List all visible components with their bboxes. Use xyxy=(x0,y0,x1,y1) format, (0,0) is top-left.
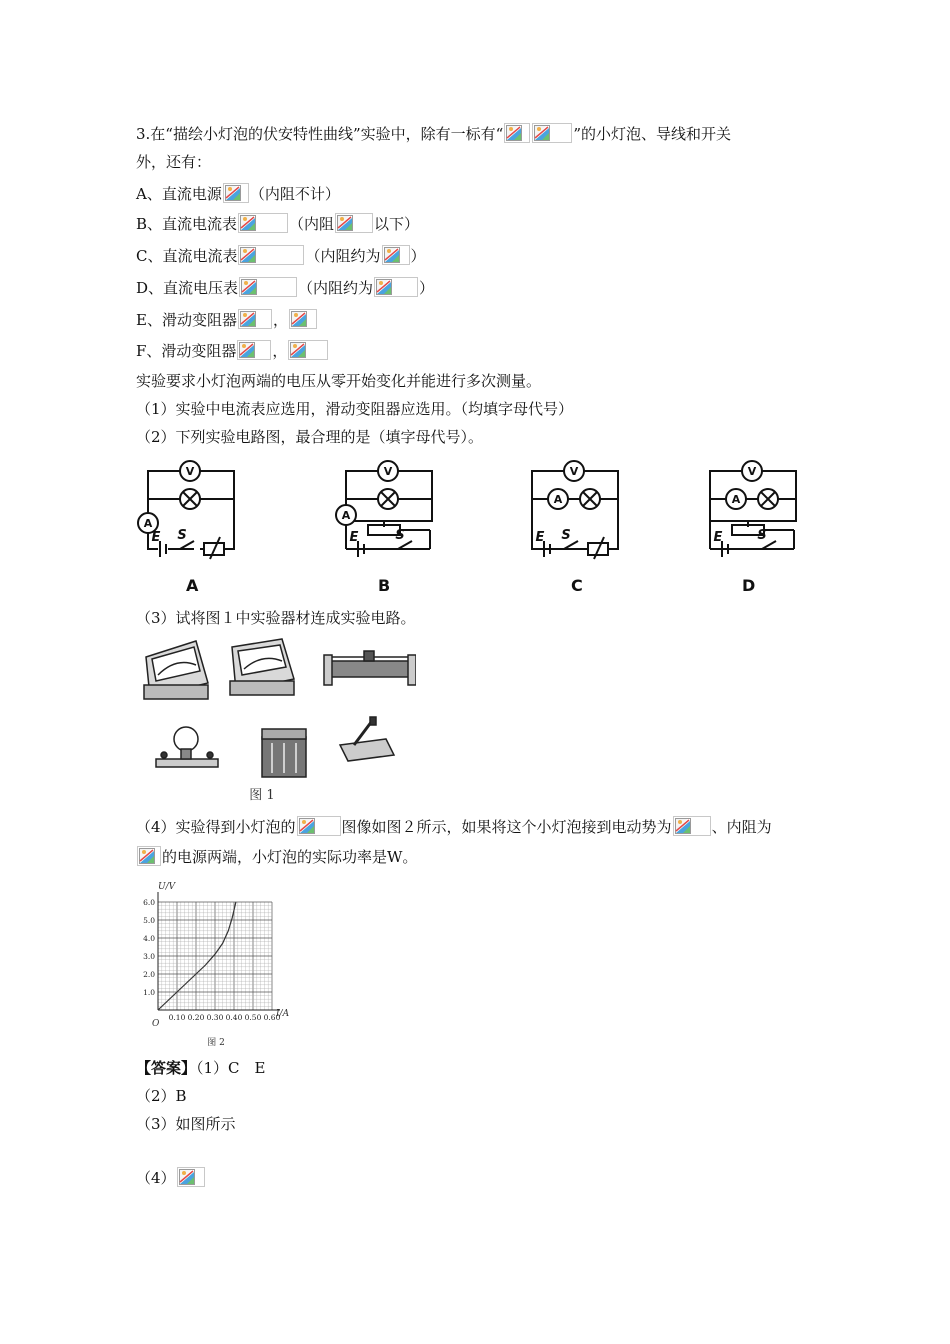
answer-4: （4） xyxy=(136,1167,206,1189)
image-placeholder-icon xyxy=(504,123,530,143)
chart-x-tick-label: 0.30 xyxy=(206,1013,224,1022)
figure-2-caption: 图 2 xyxy=(207,1038,225,1048)
svg-text:A: A xyxy=(731,493,741,506)
chart-x-tick-label: 0.10 xyxy=(168,1013,186,1022)
option-f: F、滑动变阻器 ， xyxy=(136,340,329,362)
option-e: E、滑动变阻器 ， xyxy=(136,309,318,331)
chart-y-tick-label: 6.0 xyxy=(143,898,155,907)
figure-2-chart xyxy=(136,878,296,1050)
question-stem: 3.在“描绘小灯泡的伏安特性曲线”实验中，除有一标有“ ”的小灯泡、导线和开关 xyxy=(136,125,731,143)
image-placeholder-icon xyxy=(374,277,418,297)
image-placeholder-icon xyxy=(238,213,288,233)
chart-x-tick-label: 0.20 xyxy=(187,1013,205,1022)
answer-3: （3）如图所示 xyxy=(136,1115,236,1133)
svg-text:A: A xyxy=(143,517,153,530)
svg-text:V: V xyxy=(383,465,393,478)
svg-text:E: E xyxy=(535,530,545,545)
chart-origin-label: O xyxy=(152,1019,160,1029)
answer-2: （2）B xyxy=(136,1087,187,1105)
svg-text:E: E xyxy=(349,530,359,545)
battery-icon xyxy=(262,729,306,777)
svg-text:E: E xyxy=(713,530,723,545)
image-placeholder-icon xyxy=(673,816,711,836)
bulb-icon xyxy=(156,727,218,767)
image-placeholder-icon xyxy=(237,340,271,360)
image-placeholder-icon xyxy=(382,245,410,265)
chart-y-label: U/V xyxy=(158,882,176,892)
question-stem-cont: 外，还有： xyxy=(136,153,212,171)
image-placeholder-icon xyxy=(238,309,272,329)
chart-x-label: I/A xyxy=(276,1009,290,1019)
svg-text:S: S xyxy=(757,528,767,543)
image-placeholder-icon xyxy=(239,277,297,297)
circuit-label-c: C xyxy=(571,576,583,595)
answer-1: 【答案】（1）C E xyxy=(136,1059,266,1077)
image-placeholder-icon xyxy=(223,183,249,203)
option-a: A、直流电源 （内阻不计） xyxy=(136,185,340,203)
question-4: （4）实验得到小灯泡的 图像如图２所示，如果将这个小灯泡接到电动势为 、内阻为 xyxy=(136,818,772,836)
rheostat-icon xyxy=(324,651,416,685)
svg-text:S: S xyxy=(177,528,187,543)
svg-text:V: V xyxy=(569,465,579,478)
chart-x-tick-label: 0.60 xyxy=(263,1013,281,1022)
image-placeholder-icon xyxy=(532,123,572,143)
circuit-diagrams xyxy=(120,455,840,595)
requirement-text: 实验要求小灯泡两端的电压从零开始变化并能进行多次测量。 xyxy=(136,372,542,390)
image-placeholder-icon xyxy=(238,245,304,265)
chart-y-tick-label: 5.0 xyxy=(143,916,155,925)
image-placeholder-icon xyxy=(289,309,317,329)
question-3: （3）试将图１中实验器材连成实验电路。 xyxy=(136,609,416,627)
circuit-label-a: A xyxy=(186,576,199,595)
svg-text:V: V xyxy=(747,465,757,478)
option-b: B、直流电流表 （内阻 以下） xyxy=(136,215,420,233)
svg-text:S: S xyxy=(561,528,571,543)
image-placeholder-icon xyxy=(297,816,341,836)
chart-x-tick-label: 0.40 xyxy=(225,1013,243,1022)
image-placeholder-icon xyxy=(137,846,161,866)
question-2: （2）下列实验电路图，最合理的是（填字母代号）。 xyxy=(136,428,484,446)
chart-y-tick-label: 1.0 xyxy=(143,988,155,997)
voltmeter-icon xyxy=(144,641,208,699)
svg-text:E: E xyxy=(151,530,161,545)
circuit-label-d: D xyxy=(742,576,756,595)
image-placeholder-icon xyxy=(335,213,373,233)
chart-y-tick-label: 2.0 xyxy=(143,970,155,979)
chart-x-tick-label: 0.50 xyxy=(244,1013,262,1022)
option-d: D、直流电压表 （内阻约为 ） xyxy=(136,279,435,297)
image-placeholder-icon xyxy=(177,1167,205,1187)
circuit-label-b: B xyxy=(378,576,391,595)
option-c: C、直流电流表 （内阻约为 ） xyxy=(136,247,426,265)
ammeter-icon xyxy=(230,639,294,695)
switch-icon xyxy=(340,717,394,761)
question-4-cont: 的电源两端，小灯泡的实际功率是W。 xyxy=(136,846,417,868)
chart-y-tick-label: 4.0 xyxy=(143,934,155,943)
svg-text:A: A xyxy=(341,509,351,522)
figure-1-caption: 图 1 xyxy=(249,788,275,803)
figure-1-apparatus xyxy=(136,635,416,805)
svg-text:A: A xyxy=(553,493,563,506)
svg-text:V: V xyxy=(185,465,195,478)
image-placeholder-icon xyxy=(288,340,328,360)
chart-y-tick-label: 3.0 xyxy=(143,952,155,961)
svg-text:S: S xyxy=(395,528,405,543)
question-1: （1）实验中电流表应选用，滑动变阻器应选用。（均填字母代号） xyxy=(136,400,574,418)
